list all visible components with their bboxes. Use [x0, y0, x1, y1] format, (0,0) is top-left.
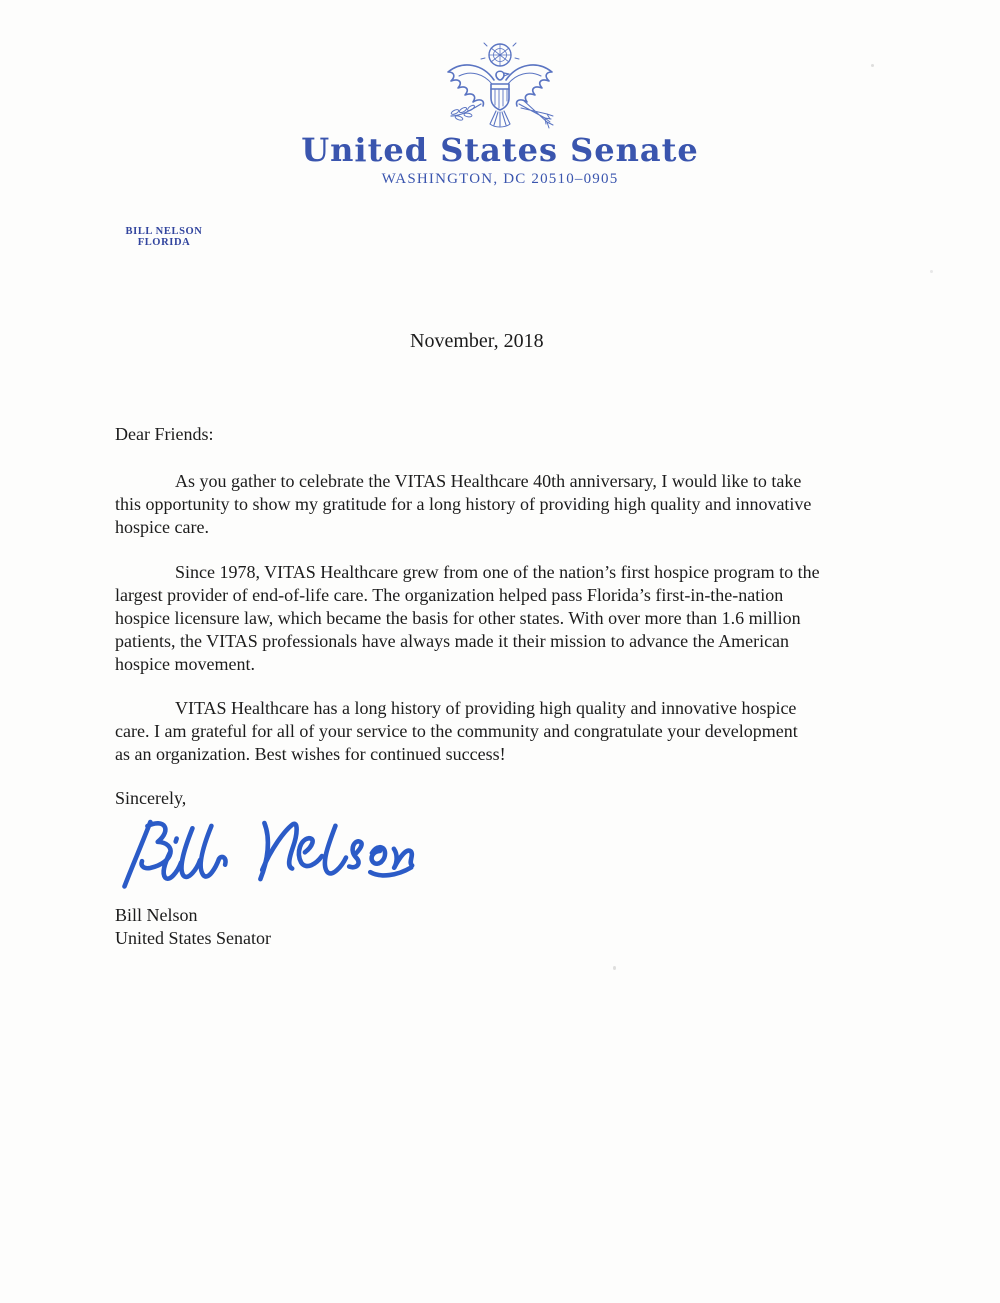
- paragraph-line: hospice movement.: [115, 654, 255, 674]
- salutation: Dear Friends:: [115, 424, 214, 444]
- scan-speck: [613, 966, 616, 970]
- paragraph-line: care. I am grateful for all of your service to the community and congratulate your development: [115, 721, 798, 741]
- scan-speck: [930, 270, 933, 273]
- letterhead-address: WASHINGTON, DC 20510–0905: [381, 171, 619, 187]
- signer-title: United States Senator: [115, 928, 271, 948]
- paragraph-line: this opportunity to show my gratitude for a long history of providing high quality and innovative: [115, 494, 812, 514]
- closing: Sincerely,: [115, 788, 187, 808]
- sender-state: FLORIDA: [137, 236, 191, 248]
- paragraph-2: [115, 561, 895, 676]
- sender-block: [118, 227, 210, 248]
- paragraph-line: VITAS Healthcare has a long history of providing high quality and innovative hospice: [175, 698, 797, 718]
- paragraph-1: [115, 470, 895, 539]
- letter-date: November, 2018: [410, 330, 544, 352]
- signature-bill-nelson-icon: [115, 814, 895, 902]
- paragraph-line: largest provider of end-of-life care. The organization helped pass Florida’s first-in-the-nation: [115, 585, 784, 605]
- paragraph-line: hospice licensure law, which became the basis for other states. With over more than 1.6 million: [115, 608, 801, 628]
- paragraph-line: as an organization. Best wishes for continued success!: [115, 744, 506, 764]
- paragraph-line: patients, the VITAS professionals have always made it their mission to advance the American: [115, 631, 790, 651]
- signer-name: Bill Nelson: [115, 905, 198, 925]
- letterhead-title: United States Senate: [301, 131, 699, 169]
- paragraph-3: [115, 697, 895, 766]
- sender-name: BILL NELSON: [125, 226, 203, 237]
- senate-seal-eagle-icon: [435, 42, 565, 134]
- scan-speck: [871, 64, 874, 67]
- letter-body: [115, 423, 895, 950]
- paragraph-line: As you gather to celebrate the VITAS Healthcare 40th anniversary, I would like to take: [175, 471, 802, 491]
- paragraph-line: hospice care.: [115, 517, 209, 537]
- paragraph-line: Since 1978, VITAS Healthcare grew from one of the nation’s first hospice program to the: [175, 562, 820, 582]
